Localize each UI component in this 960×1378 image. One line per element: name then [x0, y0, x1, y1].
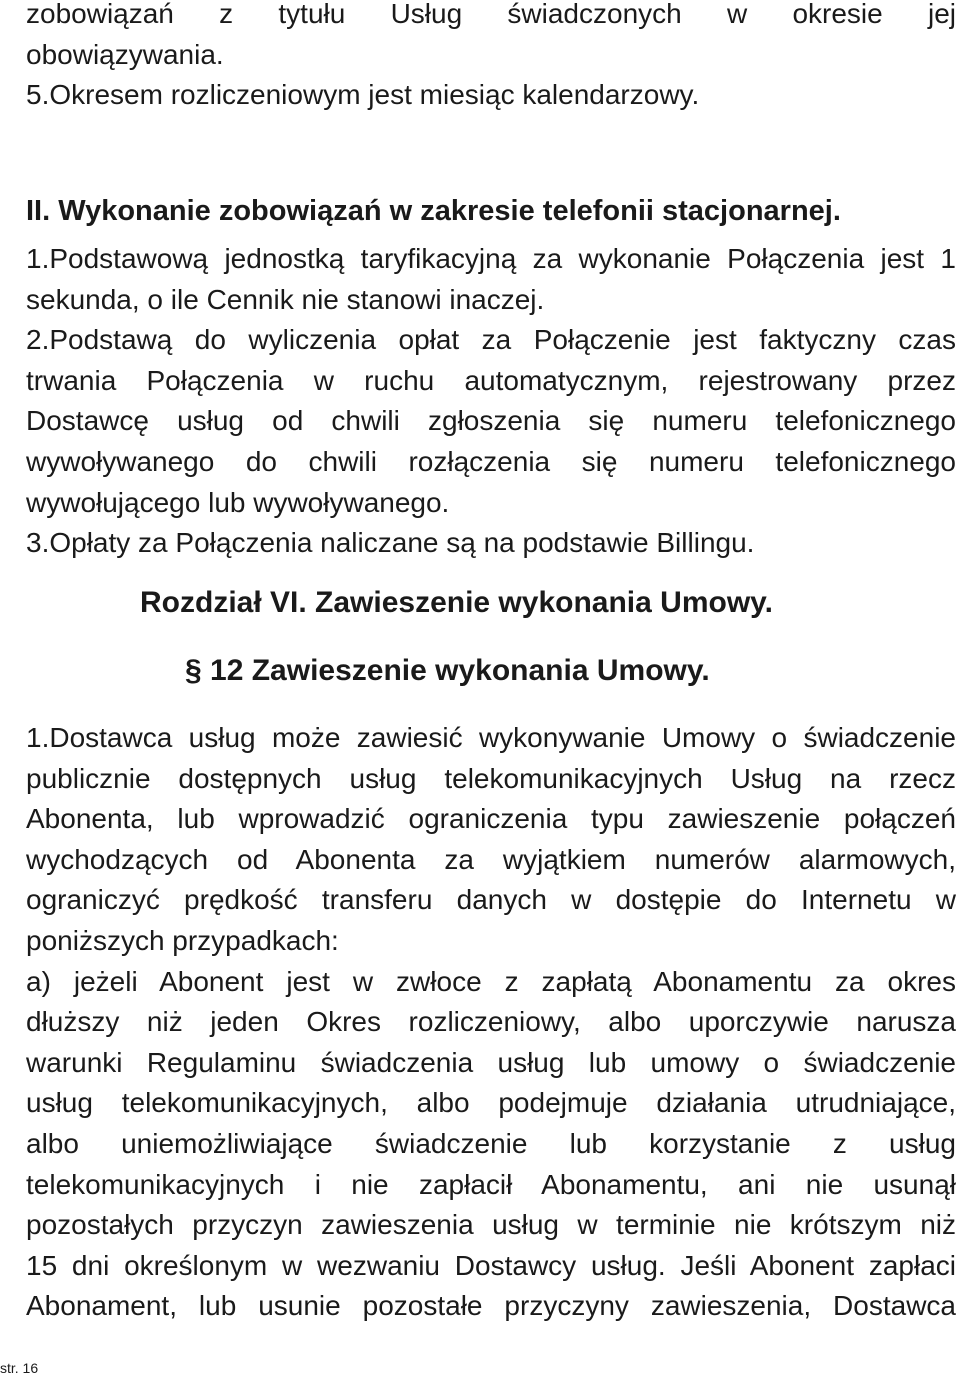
list-item-3: 3.Opłaty za Połączenia naliczane są na podstawie Billingu.	[26, 527, 755, 559]
paragraph-heading: § 12 Zawieszenie wykonania Umowy.	[185, 654, 710, 687]
text-line: trwania Połączenia w ruchu automatycznym, rejestrowany przez	[26, 364, 956, 396]
text-line: wywołującego lub wywoływanego.	[26, 486, 450, 518]
list-item-1: 1.Podstawową jednostką taryfikacyjną za wykonanie Połączenia jest 1	[26, 243, 956, 274]
list-item-1: 1.Dostawca usług może zawiesić wykonywanie Umowy o świadczenie	[26, 722, 956, 753]
text-line: Abonenta, lub wprowadzić ograniczenia typu zawieszenie połączeń	[26, 803, 956, 835]
text-line: ograniczyć prędkość transferu danych w dostępie do Internetu w	[26, 884, 956, 916]
text-line: wywoływanego do chwili rozłączenia się numeru telefonicznego	[26, 445, 956, 477]
section2-paragraph	[26, 239, 956, 564]
text-line: zobowiązań z tytułu Usług świadczonych w okresie jej	[26, 0, 956, 29]
text-line: obowiązywania.	[26, 38, 224, 70]
intro-paragraph	[26, 0, 956, 116]
text-line: warunki Regulaminu świadczenia usług lub umowy o świadczenie	[26, 1046, 956, 1078]
text-line: publicznie dostępnych usług telekomunikacyjnych Usług na rzecz	[26, 762, 956, 794]
chapter-heading: Rozdział VI. Zawieszenie wykonania Umowy.	[140, 586, 773, 619]
text-line: 15 dni określonym w wezwaniu Dostawcy usług. Jeśli Abonent zapłaci	[26, 1249, 956, 1281]
page-number: str. 16	[0, 1360, 39, 1376]
text-line: telekomunikacyjnych i nie zapłacił Abonamentu, ani nie usunął	[26, 1168, 956, 1200]
text-line: Abonament, lub usunie pozostałe przyczyny zawieszenia, Dostawca	[26, 1290, 956, 1322]
text-line: albo uniemożliwiające świadczenie lub korzystanie z usług	[26, 1127, 956, 1159]
text-line: wychodzących od Abonenta za wyjątkiem numerów alarmowych,	[26, 843, 956, 875]
list-item-2: 2.Podstawą do wyliczenia opłat za Połączenie jest faktyczny czas	[26, 324, 956, 356]
text-line: dłuższy niż jeden Okres rozliczeniowy, albo uporczywie narusza	[26, 1006, 956, 1038]
list-item-a: a) jeżeli Abonent jest w zwłoce z zapłatą Abonamentu za okres	[26, 965, 956, 997]
list-item-5: 5.Okresem rozliczeniowym jest miesiąc kalendarzowy.	[26, 79, 700, 111]
text-line: Dostawcę usług od chwili zgłoszenia się numeru telefonicznego	[26, 405, 956, 437]
text-line: usług telekomunikacyjnych, albo podejmuje działania utrudniające,	[26, 1087, 956, 1119]
suspension-paragraph	[26, 718, 956, 1327]
text-line: pozostałych przyczyn zawieszenia usług w terminie nie krótszym niż	[26, 1209, 956, 1241]
text-line: poniższych przypadkach:	[26, 924, 339, 956]
section-heading: II. Wykonanie zobowiązań w zakresie telefonii stacjonarnej.	[26, 195, 841, 227]
text-line: sekunda, o ile Cennik nie stanowi inaczej.	[26, 283, 545, 315]
